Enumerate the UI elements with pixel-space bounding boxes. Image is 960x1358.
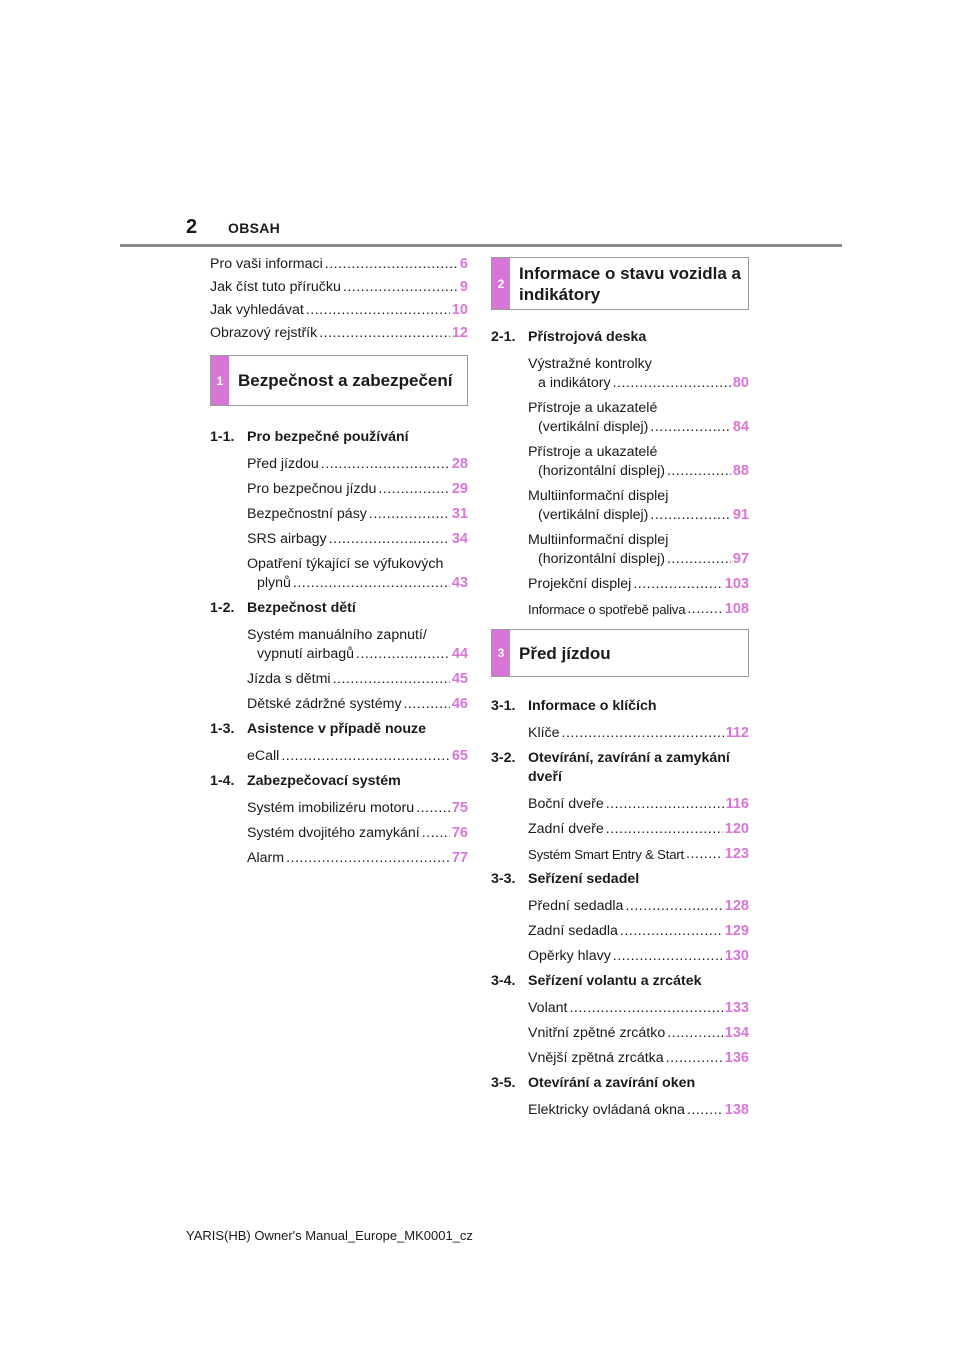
toc-entry[interactable]: Pro vaši informaci ..... 6 [210,255,468,274]
toc-entry[interactable]: Multiinformační displej (horizontální displej) ..... 97 [528,531,749,569]
subsection-heading[interactable]: 1-3. Asistence v případě nouze [210,721,426,737]
subsection-heading[interactable]: 1-4. Zabezpečovací systém [210,773,401,789]
page-link[interactable]: 43 [451,575,468,591]
page-link[interactable]: 10 [451,302,468,318]
page-link[interactable]: 28 [451,456,468,472]
page-link[interactable]: 91 [732,507,749,523]
subsection-heading[interactable]: 1-1. Pro bezpečné používání [210,429,409,445]
page-link[interactable]: 80 [732,375,749,391]
toc-entry[interactable]: Zadní dveře ..... 120 [528,820,749,839]
section-tab: 3 [492,630,510,676]
subsection-heading[interactable]: 3-2. Otevírání, zavírání a zamykání dveří [491,750,730,785]
page-link[interactable]: 34 [451,531,468,547]
page-link[interactable]: 129 [724,923,749,939]
toc-entry[interactable]: Informace o spotřebě paliva ..... 108 [528,600,749,619]
page-link[interactable]: 77 [451,850,468,866]
toc-entry[interactable]: Jak vyhledávat ..... 10 [210,301,468,320]
toc-entry[interactable]: Opěrky hlavy ..... 130 [528,947,749,966]
page-link[interactable]: 12 [451,325,468,341]
toc-entry[interactable]: Systém imobilizéru motoru ..... 75 [247,799,468,818]
subsection-heading[interactable]: 3-1. Informace o klíčích [491,698,657,714]
page-link[interactable]: 9 [459,279,468,295]
toc-entry[interactable]: SRS airbagy ..... 34 [247,530,468,549]
page-link[interactable]: 130 [724,948,749,964]
page-link[interactable]: 97 [732,551,749,567]
toc-entry[interactable]: Multiinformační displej (vertikální displej) ..... 91 [528,487,749,525]
toc-column-right [491,255,749,1126]
page-link[interactable]: 138 [724,1102,749,1118]
section-title: Bezpečnost a zabezpečení [238,371,453,390]
toc-entry[interactable]: Volant ..... 133 [528,999,749,1018]
page-link[interactable]: 29 [451,481,468,497]
toc-entry[interactable]: Přední sedadla ..... 128 [528,897,749,916]
page-link[interactable]: 123 [724,846,749,862]
header-rule [120,244,842,247]
subsection-heading[interactable]: 3-3. Seřízení sedadel [491,871,640,887]
section-title: Před jízdou [519,643,611,663]
subsection-heading[interactable]: 3-4. Seřízení volantu a zrcátek [491,973,702,989]
subsection-heading[interactable]: 3-5. Otevírání a zavírání oken [491,1075,696,1091]
page-link[interactable]: 128 [724,898,749,914]
section-tab: 1 [211,356,229,405]
page-link[interactable]: 45 [451,671,468,687]
page-link[interactable]: 44 [451,646,468,662]
page-link[interactable]: 46 [451,696,468,712]
toc-entry[interactable]: Obrazový rejstřík ..... 12 [210,324,468,343]
page-link[interactable]: 116 [725,796,749,812]
toc-entry[interactable]: Vnitřní zpětné zrcátko ..... 134 [528,1024,749,1043]
section-2-header[interactable] [491,257,749,310]
page-link[interactable]: 108 [724,601,749,617]
toc-entry[interactable]: Systém manuálního zapnutí/ vypnutí airbagů ..... 44 [247,626,468,664]
toc-entry[interactable]: Alarm ..... 77 [247,849,468,868]
page-number: 2 [186,216,198,238]
toc-entry[interactable]: Přístroje a ukazatelé (horizontální displej) ..... 88 [528,443,749,481]
page-link[interactable]: 31 [451,506,468,522]
toc-entry[interactable]: Systém dvojitého zamykání ..... 76 [247,824,468,843]
page-link[interactable]: 6 [459,256,468,272]
page-link[interactable]: 112 [725,725,749,741]
subsection-heading[interactable]: 1-2. Bezpečnost dětí [210,600,356,616]
section-3-header[interactable] [491,629,749,677]
toc-entry[interactable]: Pro bezpečnou jízdu ..... 29 [247,480,468,499]
toc-entry[interactable]: Boční dveře ..... 116 [528,795,749,814]
toc-entry[interactable]: Opatření týkající se výfukových plynů ..... 43 [247,555,468,593]
section-1-header[interactable] [210,355,468,406]
page-header-title: OBSAH [228,220,281,236]
page-link[interactable]: 84 [732,419,749,435]
toc-entry[interactable]: Jak číst tuto příručku ..... 9 [210,278,468,297]
subsection-heading[interactable]: 2-1. Přístrojová deska [491,329,647,345]
toc-entry[interactable]: Výstražné kontrolky a indikátory ..... 80 [528,355,749,393]
section-tab: 2 [492,258,510,309]
page-link[interactable]: 88 [732,463,749,479]
page-link[interactable]: 76 [451,825,468,841]
page-link[interactable]: 133 [724,1000,749,1016]
page-link[interactable]: 65 [451,748,468,764]
intro-entries [210,255,468,343]
page-link[interactable]: 136 [724,1050,749,1066]
toc-column-left [210,255,468,874]
page-link[interactable]: 120 [724,821,749,837]
page-footer: YARIS(HB) Owner's Manual_Europe_MK0001_cz [186,1228,473,1243]
toc-entry[interactable]: Před jízdou ..... 28 [247,455,468,474]
toc-entry[interactable]: Klíče ..... 112 [528,724,749,743]
toc-entry[interactable]: Vnější zpětná zrcátka ..... 136 [528,1049,749,1068]
toc-entry[interactable]: Jízda s dětmi ..... 45 [247,670,468,689]
page-link[interactable]: 103 [724,576,749,592]
toc-entry[interactable]: Projekční displej ..... 103 [528,575,749,594]
page-link[interactable]: 134 [724,1025,749,1041]
toc-entry[interactable]: Zadní sedadla ..... 129 [528,922,749,941]
toc-entry[interactable]: Přístroje a ukazatelé (vertikální displej) ..... 84 [528,399,749,437]
toc-entry[interactable]: Bezpečnostní pásy ..... 31 [247,505,468,524]
toc-entry[interactable]: Systém Smart Entry & Start ..... 123 [528,845,749,864]
toc-entry[interactable]: Elektricky ovládaná okna ..... 138 [528,1101,749,1120]
toc-entry[interactable]: eCall ..... 65 [247,747,468,766]
toc-entry[interactable]: Dětské zádržné systémy ..... 46 [247,695,468,714]
page-link[interactable]: 75 [451,800,468,816]
section-title: Informace o stavu vozidla a indikátory [519,263,742,304]
